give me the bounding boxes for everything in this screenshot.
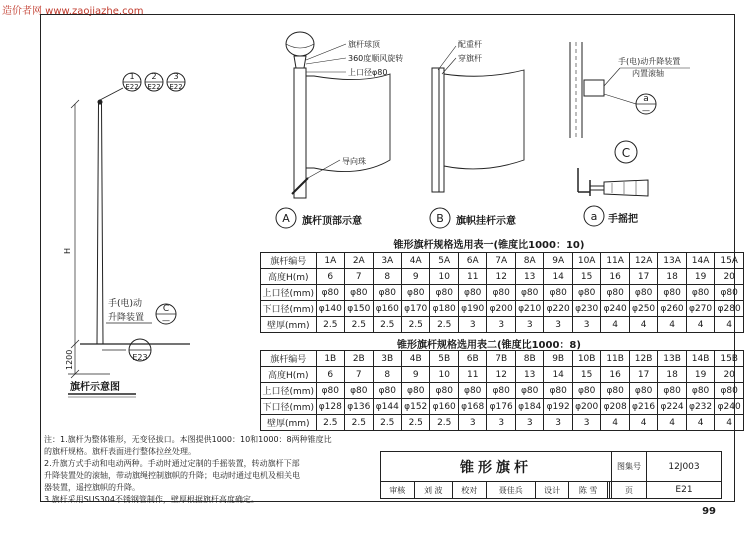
table-cell: 15B — [715, 351, 744, 367]
table-cell: φ260 — [658, 301, 686, 317]
table-cell: φ176 — [487, 399, 515, 415]
table-cell: φ170 — [402, 301, 430, 317]
table-cell: 17 — [629, 367, 657, 383]
table-cell: 20 — [715, 367, 744, 383]
table-cell: 2.5 — [345, 317, 373, 333]
svg-text:E23: E23 — [132, 353, 148, 362]
detail-b-mark: B — [436, 212, 444, 225]
row-header: 上口径(mm) — [261, 285, 317, 301]
callout-3 — [167, 72, 185, 91]
table-cell: φ80 — [686, 383, 714, 399]
table-cell: 10B — [572, 351, 600, 367]
table-cell: 2.5 — [430, 317, 458, 333]
table-cell: φ200 — [487, 301, 515, 317]
svg-text:E22: E22 — [169, 83, 183, 91]
table-cell: 20 — [715, 269, 744, 285]
table-cell: 4 — [601, 317, 629, 333]
table-cell: φ190 — [458, 301, 486, 317]
table-cell: 18 — [658, 269, 686, 285]
table-cell: φ80 — [629, 285, 657, 301]
table-cell: 12 — [487, 367, 515, 383]
table-cell: φ80 — [373, 383, 401, 399]
note-line: 器装置，遥控旗帜的升降。 — [44, 483, 140, 492]
notes-block — [44, 434, 384, 506]
row-header: 壁厚(mm) — [261, 415, 317, 431]
pole-section — [294, 68, 306, 198]
table-cell: 11 — [458, 367, 486, 383]
table-cell: 12A — [629, 253, 657, 269]
table-cell: 8 — [373, 269, 401, 285]
table-cell: 4A — [402, 253, 430, 269]
table-cell: φ80 — [572, 285, 600, 301]
flag-rod-label: 穿旗杆 — [458, 54, 482, 63]
table-row — [261, 253, 744, 269]
table-cell: 19 — [686, 269, 714, 285]
table-cell: 4 — [658, 317, 686, 333]
table-cell: 3 — [544, 415, 572, 431]
table-cell: 11A — [601, 253, 629, 269]
table-cell: φ80 — [458, 383, 486, 399]
table-cell: 15 — [572, 269, 600, 285]
table-cell: 2.5 — [402, 317, 430, 333]
table2-title: 锥形旗杆规格选用表二(锥度比1000：8) — [397, 340, 581, 351]
table-cell: 18 — [658, 367, 686, 383]
table-cell: 2.5 — [430, 415, 458, 431]
table-cell: 7 — [345, 367, 373, 383]
lift-device-label: 手(电)动升降装置 — [618, 57, 681, 66]
table-cell: 2.5 — [345, 415, 373, 431]
table-cell: φ152 — [402, 399, 430, 415]
table-row — [261, 317, 744, 333]
check-label: 校对 — [453, 482, 487, 499]
table-row — [261, 351, 744, 367]
note-line: 2.升旗方式手动和电动两种。手动时通过定制的手摇装置，转动旗杆下部 — [44, 459, 300, 468]
table-cell: 2.5 — [373, 317, 401, 333]
table-cell: 4 — [658, 415, 686, 431]
svg-text:E22: E22 — [147, 83, 161, 91]
table-row — [261, 269, 744, 285]
table-cell: φ250 — [629, 301, 657, 317]
table-cell: φ240 — [601, 301, 629, 317]
table-cell: 19 — [686, 367, 714, 383]
table-cell: 4 — [629, 415, 657, 431]
table-cell: 7B — [487, 351, 515, 367]
row-header: 下口径(mm) — [261, 399, 317, 415]
table-cell: 10 — [430, 367, 458, 383]
table-cell: φ80 — [458, 285, 486, 301]
table-cell: 12 — [487, 269, 515, 285]
table-cell: 7 — [345, 269, 373, 285]
table-cell: 3 — [458, 317, 486, 333]
table-cell: 6 — [316, 269, 344, 285]
title-block — [380, 451, 722, 499]
winch-box — [584, 80, 604, 96]
table-cell: 10 — [430, 269, 458, 285]
design-label: 设计 — [535, 482, 569, 499]
table-cell: 3B — [373, 351, 401, 367]
row-header: 高度H(m) — [261, 269, 317, 285]
table-cell: 2.5 — [373, 415, 401, 431]
flag-shape-b — [444, 70, 524, 169]
table-cell: 2.5 — [316, 415, 344, 431]
table-cell: φ80 — [686, 285, 714, 301]
base-dim-label: 1200 — [65, 349, 74, 370]
ball-top — [286, 32, 314, 56]
table-cell: φ136 — [345, 399, 373, 415]
svg-text:C: C — [162, 304, 170, 314]
table-cell: φ80 — [601, 383, 629, 399]
lift-label-line2: 升降装置 — [108, 313, 145, 323]
drawing-title: 锥形旗杆 — [381, 452, 612, 482]
counterweight-label: 配重杆 — [458, 40, 482, 49]
spec-table-1 — [260, 252, 744, 333]
page-number: 99 — [702, 506, 716, 517]
table-cell: 3 — [572, 317, 600, 333]
table-cell: 13 — [515, 367, 543, 383]
table-cell: 13B — [658, 351, 686, 367]
table-cell: 3 — [515, 317, 543, 333]
row-header: 旗杆编号 — [261, 253, 317, 269]
table-cell: 2.5 — [402, 415, 430, 431]
note-line: 的旗杆规格。旗杆表面进行整体拉丝处理。 — [44, 447, 196, 456]
table-cell: 4 — [601, 415, 629, 431]
check-name: 聂佳兵 — [486, 482, 535, 499]
table-cell: 8A — [515, 253, 543, 269]
table-cell: 16 — [601, 367, 629, 383]
row-header: 高度H(m) — [261, 367, 317, 383]
note-line: 3.旗杆采用SUS304不锈钢管制作，壁厚根据旗杆高度确定。 — [44, 495, 259, 504]
watermark: 造价者网 www.zaojiazhe.com — [2, 6, 144, 17]
table-cell: φ232 — [686, 399, 714, 415]
table-cell: 17 — [629, 269, 657, 285]
table-cell: φ80 — [373, 285, 401, 301]
svg-text:2: 2 — [151, 72, 157, 81]
table-cell: 7A — [487, 253, 515, 269]
table-cell: 4 — [715, 317, 744, 333]
table-cell: 6A — [458, 253, 486, 269]
table-cell: 9 — [402, 367, 430, 383]
flag-rod — [439, 68, 444, 192]
callout-1 — [123, 72, 141, 91]
crank-caption: 手摇把 — [608, 214, 638, 225]
note-line: 注：1.旗杆为整体锥形，无变径拔口。本图提供1000：10和1000：8两种锥度比 — [44, 435, 332, 444]
table-cell: φ80 — [515, 383, 543, 399]
detail-a-mark: A — [282, 212, 290, 225]
table-cell: φ80 — [715, 383, 744, 399]
table-cell: 4 — [686, 415, 714, 431]
detail-b-labels — [458, 38, 482, 66]
top-diameter-label: 上口径φ80 — [348, 68, 388, 77]
table-row — [261, 301, 744, 317]
table-cell: φ80 — [658, 383, 686, 399]
table-cell: φ160 — [430, 399, 458, 415]
table-cell: φ80 — [345, 383, 373, 399]
table-cell: φ80 — [430, 383, 458, 399]
table-cell: φ80 — [402, 383, 430, 399]
table-cell: φ80 — [544, 383, 572, 399]
detail-a-labels — [348, 38, 403, 80]
svg-text:—: — — [642, 106, 650, 115]
table-cell: 3 — [458, 415, 486, 431]
page-label: 页 — [612, 482, 647, 499]
table-cell: φ80 — [572, 383, 600, 399]
table-cell: φ80 — [715, 285, 744, 301]
table-cell: φ270 — [686, 301, 714, 317]
table-cell: φ216 — [629, 399, 657, 415]
svg-text:—: — — [162, 316, 170, 325]
lift-label-line1: 手(电)动 — [108, 299, 143, 309]
row-header: 上口径(mm) — [261, 383, 317, 399]
detail-b-caption: 旗帜挂杆示意 — [456, 216, 516, 227]
table-cell: 15 — [572, 367, 600, 383]
svg-text:1: 1 — [129, 72, 135, 81]
table-cell: 4 — [715, 415, 744, 431]
table-cell: 2.5 — [316, 317, 344, 333]
table-cell: 3A — [373, 253, 401, 269]
detail-c-mark: C — [621, 146, 631, 160]
table-cell: 14 — [544, 269, 572, 285]
table-cell: φ80 — [430, 285, 458, 301]
table-cell: 4B — [402, 351, 430, 367]
table-cell: 3 — [515, 415, 543, 431]
table-cell: 8B — [515, 351, 543, 367]
table-cell: φ80 — [487, 383, 515, 399]
table-row — [261, 285, 744, 301]
ball-top-label: 旗杆球顶 — [348, 40, 380, 49]
table-cell: φ140 — [316, 301, 344, 317]
table-cell: φ80 — [345, 285, 373, 301]
table-cell: 3 — [544, 317, 572, 333]
table-cell: φ280 — [715, 301, 744, 317]
page-code: E21 — [647, 482, 722, 499]
table-cell: 5B — [430, 351, 458, 367]
table-cell: φ80 — [402, 285, 430, 301]
rotation-label: 360度顺风旋转 — [348, 54, 404, 63]
table-cell: 11B — [601, 351, 629, 367]
table-cell: φ230 — [572, 301, 600, 317]
roller-label: 内置滚轴 — [632, 69, 664, 78]
table-cell: φ210 — [515, 301, 543, 317]
table-cell: 13A — [658, 253, 686, 269]
spec-table-2 — [260, 350, 744, 431]
table-cell: 4 — [629, 317, 657, 333]
table-cell: 3 — [487, 317, 515, 333]
detail-a-caption: 旗杆顶部示意 — [302, 216, 362, 227]
table-cell: 6 — [316, 367, 344, 383]
row-header: 旗杆编号 — [261, 351, 317, 367]
callout-2 — [145, 72, 163, 91]
table-cell: φ208 — [601, 399, 629, 415]
overview-caption: 旗杆示意图 — [70, 382, 120, 393]
counterweight-rod — [432, 68, 439, 192]
svg-text:E22: E22 — [125, 83, 139, 91]
table-cell: φ128 — [316, 399, 344, 415]
table-cell: φ80 — [316, 285, 344, 301]
height-dim-label: H — [63, 247, 72, 254]
design-name: 陈 雪 — [569, 482, 608, 499]
table-cell: φ180 — [430, 301, 458, 317]
table-cell: φ80 — [544, 285, 572, 301]
table-cell: 16 — [601, 269, 629, 285]
table-cell: 14A — [686, 253, 714, 269]
table-cell: 9B — [544, 351, 572, 367]
row-header: 壁厚(mm) — [261, 317, 317, 333]
table-cell: φ144 — [373, 399, 401, 415]
row-header: 下口径(mm) — [261, 301, 317, 317]
table-cell: φ168 — [458, 399, 486, 415]
detail-c-labels — [618, 56, 680, 80]
table-row — [261, 367, 744, 383]
crank-mark: a — [590, 210, 598, 223]
table-cell: 1B — [316, 351, 344, 367]
review-name: 刘 波 — [414, 482, 453, 499]
table-cell: φ220 — [544, 301, 572, 317]
table-cell: 8 — [373, 367, 401, 383]
table-cell: 9A — [544, 253, 572, 269]
table-row — [261, 399, 744, 415]
detail-c-drawing — [560, 28, 700, 168]
table-cell: 1A — [316, 253, 344, 269]
table-row — [261, 415, 744, 431]
table-cell: 9 — [402, 269, 430, 285]
table-row — [261, 383, 744, 399]
table-cell: φ80 — [316, 383, 344, 399]
table-cell: φ200 — [572, 399, 600, 415]
review-label: 审核 — [381, 482, 415, 499]
table-cell: 14 — [544, 367, 572, 383]
table1-title: 锥形旗杆规格选用表一(锥度比1000：10) — [393, 240, 585, 251]
table-cell: 13 — [515, 269, 543, 285]
table-cell: 12B — [629, 351, 657, 367]
table-cell: 10A — [572, 253, 600, 269]
table-cell: 15A — [715, 253, 744, 269]
guide-bead-label: 导向珠 — [342, 157, 366, 166]
table-cell: φ192 — [544, 399, 572, 415]
table-cell: 3 — [487, 415, 515, 431]
detail-c-ref-mark: a — [643, 94, 649, 104]
table-cell: φ80 — [601, 285, 629, 301]
atlas-label: 图集号 — [612, 452, 647, 482]
table-cell: φ150 — [345, 301, 373, 317]
table-cell: 3 — [572, 415, 600, 431]
table-cell: 5A — [430, 253, 458, 269]
table-cell: 2B — [345, 351, 373, 367]
table-cell: 2A — [345, 253, 373, 269]
table-cell: φ80 — [658, 285, 686, 301]
table-cell: φ160 — [373, 301, 401, 317]
table-cell: 4 — [686, 317, 714, 333]
table-cell: 6B — [458, 351, 486, 367]
svg-text:3: 3 — [173, 72, 179, 81]
note-line: 升降装置处的滚轴，带动旗绳控制旗帜的升降；电动时通过电机及相关电 — [44, 471, 300, 480]
table-cell: φ184 — [515, 399, 543, 415]
table-cell: φ224 — [658, 399, 686, 415]
pole-body — [97, 104, 103, 344]
table-cell: φ240 — [715, 399, 744, 415]
table-cell: 11 — [458, 269, 486, 285]
table-cell: φ80 — [515, 285, 543, 301]
table-cell: φ80 — [487, 285, 515, 301]
atlas-number: 12J003 — [647, 452, 722, 482]
table-cell: 14B — [686, 351, 714, 367]
table-cell: φ80 — [629, 383, 657, 399]
